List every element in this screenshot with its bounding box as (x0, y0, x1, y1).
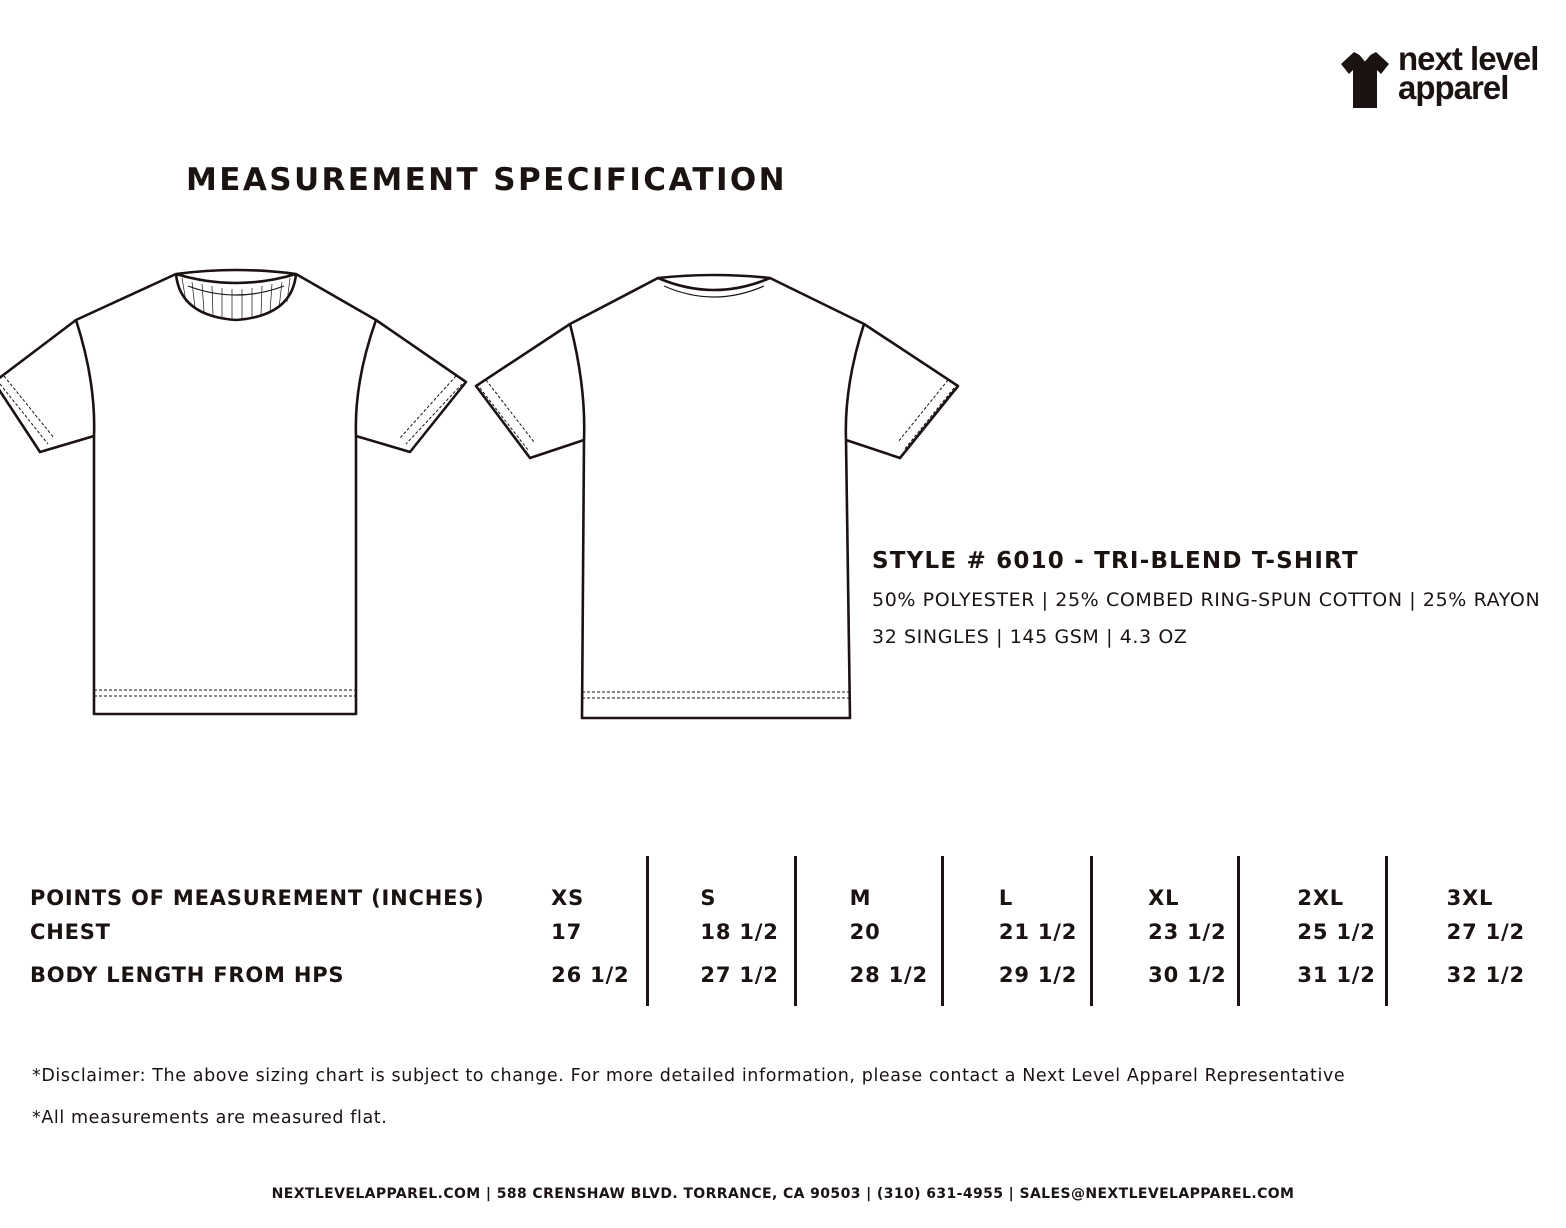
table-cell: 23 1/2 (1148, 919, 1227, 944)
page-title: MEASUREMENT SPECIFICATION (186, 162, 788, 198)
table-cell: 25 1/2 (1297, 919, 1376, 944)
table-row (0, 910, 1566, 953)
table-cell: 21 1/2 (998, 919, 1078, 944)
table-cell: 27 1/2 (700, 962, 779, 987)
column-divider (941, 856, 944, 1006)
column-divider (1090, 856, 1093, 1006)
size-header: XL (1148, 886, 1180, 910)
size-header: L (998, 886, 1014, 910)
table-cell: 17 (551, 919, 582, 944)
column-divider (794, 856, 797, 1006)
brand-name-line2: apparel (1398, 69, 1509, 106)
column-divider (1385, 856, 1388, 1006)
table-cell: 28 1/2 (849, 962, 928, 987)
fabric-specs: 32 SINGLES | 145 GSM | 4.3 OZ (872, 626, 1188, 648)
tshirt-front-drawing (0, 262, 470, 722)
measurement-note: *All measurements are measured flat. (32, 1108, 388, 1128)
size-header: S (700, 886, 717, 910)
table-cell: 20 (849, 919, 881, 944)
table-header-row (0, 856, 1566, 910)
brand-logo (1340, 40, 1566, 114)
size-header: 3XL (1446, 886, 1494, 910)
table-cell: 18 1/2 (700, 919, 779, 944)
table-row (0, 953, 1566, 1004)
table-cell: 30 1/2 (1148, 962, 1227, 987)
style-name: STYLE # 6010 - TRI-BLEND T-SHIRT (872, 548, 1359, 574)
table-cell: 32 1/2 (1446, 962, 1525, 987)
fabric-composition: 50% POLYESTER | 25% COMBED RING-SPUN COTTON | 25% RAYON (872, 589, 1541, 611)
row-label: CHEST (30, 919, 111, 944)
table-cell: 27 1/2 (1446, 919, 1525, 944)
shirt-logo-icon (1340, 50, 1390, 110)
row-label: BODY LENGTH FROM HPS (30, 962, 345, 987)
size-header: M (849, 886, 872, 910)
size-table (0, 856, 1566, 1004)
table-header-label: POINTS OF MEASUREMENT (INCHES) (30, 886, 485, 910)
column-divider (646, 856, 649, 1006)
footer-contact: NEXTLEVELAPPAREL.COM | 588 CRENSHAW BLVD. TORRANCE, CA 90503 | (310) 631-4955 | SALES@NEXTLEVELAPPAREL.COM (271, 1186, 1295, 1202)
table-cell: 26 1/2 (551, 962, 630, 987)
table-cell: 31 1/2 (1297, 962, 1376, 987)
size-header: 2XL (1297, 886, 1344, 910)
table-cell: 29 1/2 (998, 962, 1078, 987)
disclaimer-note: *Disclaimer: The above sizing chart is subject to change. For more detailed information, please contact a Next Level Apparel Representative (32, 1066, 1346, 1086)
size-header: XS (551, 886, 585, 910)
brand-name-line1: next level (1398, 40, 1539, 77)
product-info (872, 544, 1540, 656)
column-divider (1237, 856, 1240, 1006)
